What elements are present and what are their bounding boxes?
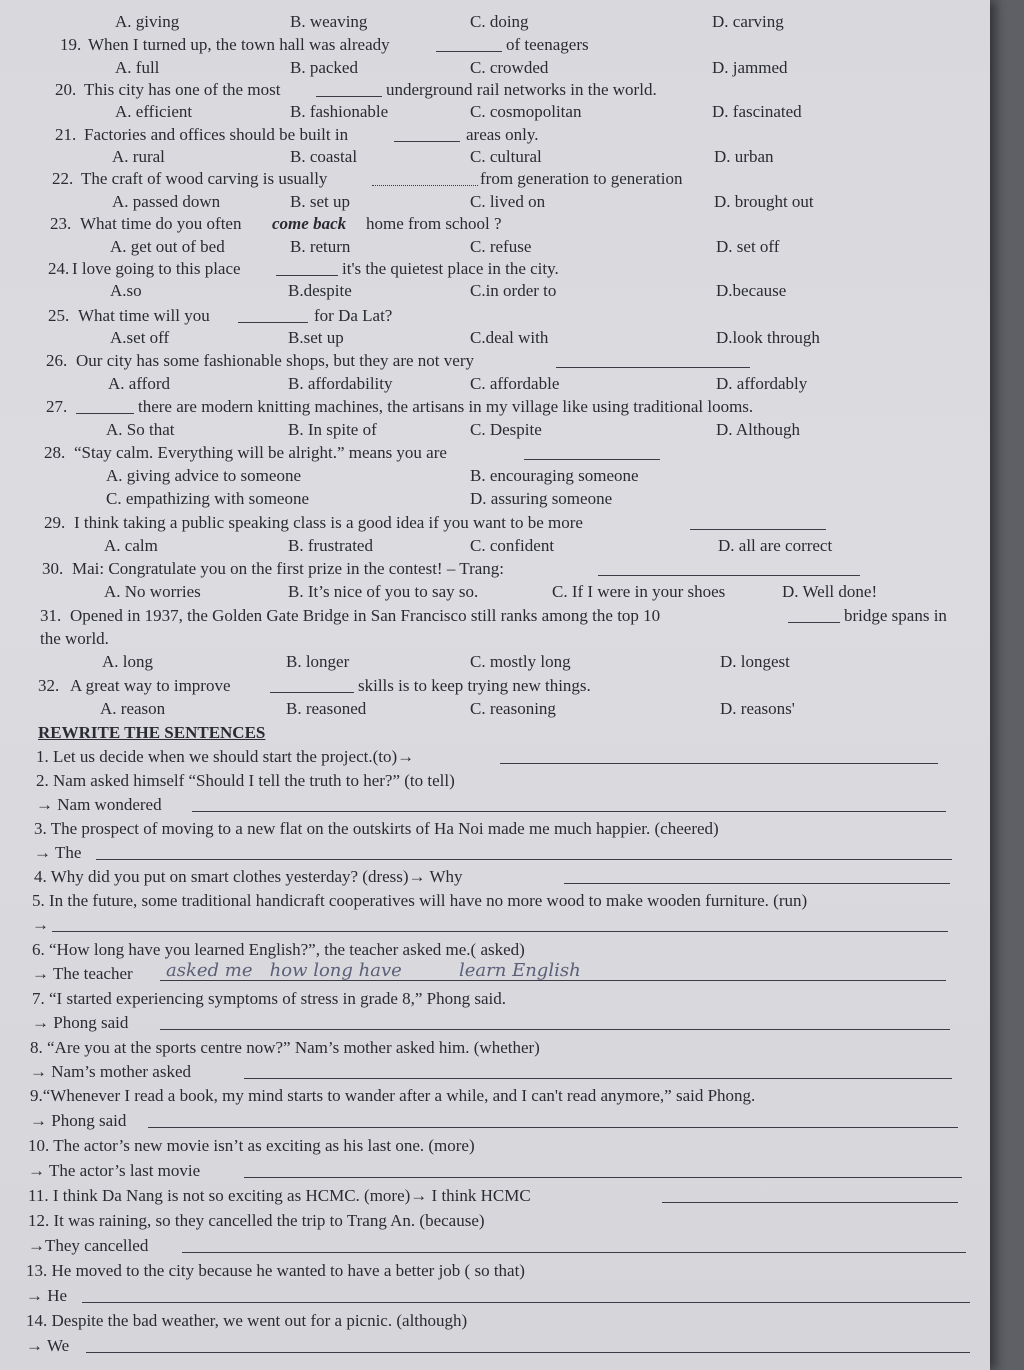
- option-a: A. No worries: [104, 582, 201, 601]
- question-text-cont: the world.: [40, 629, 109, 648]
- answer-blank[interactable]: [316, 96, 382, 97]
- question-28-options-cd: [0, 487, 990, 510]
- option-d: D.look through: [716, 328, 820, 347]
- option-b: B. frustrated: [288, 536, 373, 555]
- option-d: D. carving: [712, 12, 784, 31]
- question-29-options: [0, 534, 990, 557]
- rewrite-prompt: 12. It was raining, so they cancelled the trip to Trang An. (because): [28, 1211, 485, 1230]
- option-c: C. If I were in your shoes: [552, 582, 726, 601]
- option-d: D. Well done!: [782, 582, 878, 601]
- question-19-options: [0, 56, 990, 79]
- rewrite-prompt: 2. Nam asked himself “Should I tell the truth to her?” (to tell): [36, 771, 455, 790]
- rewrite-item-13: [0, 1259, 990, 1282]
- rewrite-answer-12: [0, 1234, 990, 1257]
- option-c: C.deal with: [470, 328, 549, 347]
- question-number: 24.: [48, 259, 70, 278]
- answer-prefix: → Phong said: [30, 1111, 127, 1130]
- answer-prefix: → The actor’s last movie: [28, 1161, 201, 1180]
- option-a: A. giving: [115, 12, 180, 31]
- rewrite-item-8: [0, 1036, 990, 1059]
- question-text: What time will you: [78, 306, 210, 325]
- option-c: C.in order to: [470, 281, 557, 300]
- option-a: A. So that: [106, 420, 175, 439]
- rewrite-prompt: 14. Despite the bad weather, we went out for a picnic. (although): [26, 1311, 468, 1330]
- question-number: 25.: [48, 306, 70, 325]
- question-text: When I turned up, the town hall was already: [88, 35, 390, 54]
- question-20-options: [0, 100, 990, 123]
- answer-line[interactable]: [96, 859, 952, 860]
- answer-line[interactable]: [564, 883, 950, 884]
- question-number: 30.: [42, 559, 64, 578]
- question-text-after: from generation to generation: [480, 169, 683, 188]
- question-text: This city has one of the most: [84, 80, 281, 99]
- answer-line[interactable]: [244, 1177, 962, 1178]
- rewrite-prompt: 8. “Are you at the sports centre now?” Nam’s mother asked him. (whether): [30, 1038, 540, 1057]
- question-28-stem: [0, 441, 990, 464]
- answer-line[interactable]: [52, 931, 948, 932]
- question-32-stem: [0, 674, 990, 697]
- option-c: C. reasoning: [470, 699, 556, 718]
- rewrite-item-1: [0, 745, 990, 768]
- rewrite-prompt: 7. “I started experiencing symptoms of stress in grade 8,” Phong said.: [32, 989, 507, 1008]
- option-c: C. lived on: [470, 192, 546, 211]
- rewrite-prompt: 4. Why did you put on smart clothes yesterday? (dress)→ Why: [34, 867, 463, 886]
- option-b: B. It’s nice of you to say so.: [288, 582, 479, 601]
- answer-line[interactable]: [148, 1127, 958, 1128]
- question-emphasis: come back: [272, 214, 347, 233]
- question-30-stem: [0, 557, 990, 580]
- rewrite-item-11: [0, 1184, 990, 1207]
- question-32-options: [0, 697, 990, 720]
- answer-blank[interactable]: [436, 51, 502, 52]
- option-d: D. assuring someone: [470, 489, 613, 508]
- question-23-stem: [0, 212, 990, 235]
- question-text: Our city has some fashionable shops, but they are not very: [76, 351, 474, 370]
- question-number: 19.: [60, 35, 82, 54]
- rewrite-answer-6: [0, 962, 990, 985]
- option-c: C. empathizing with someone: [106, 489, 310, 508]
- option-a: A. reason: [100, 699, 166, 718]
- answer-blank[interactable]: [690, 529, 826, 530]
- question-28-options-ab: [0, 464, 990, 487]
- question-text: A great way to improve: [70, 676, 231, 695]
- option-d: D. affordably: [716, 374, 808, 393]
- question-31-stem-cont: [0, 627, 990, 650]
- rewrite-prompt: 1. Let us decide when we should start the project.(to)→: [36, 747, 415, 766]
- question-text: “Stay calm. Everything will be alright.” means you are: [74, 443, 447, 462]
- rewrite-prompt: 5. In the future, some traditional handicraft cooperatives will have no more wood to make wooden furniture. (run): [32, 891, 808, 910]
- question-text-after: it's the quietest place in the city.: [342, 259, 559, 278]
- option-d: D. Although: [716, 420, 801, 439]
- rewrite-answer-3: [0, 841, 990, 864]
- option-c: C. cosmopolitan: [470, 102, 582, 121]
- option-b: B. encouraging someone: [470, 466, 639, 485]
- option-c: C. Despite: [470, 420, 542, 439]
- question-text-after: bridge spans in: [844, 606, 947, 625]
- rewrite-prompt: 3. The prospect of moving to a new flat on the outskirts of Ha Noi made me much happier. (cheered): [34, 819, 719, 838]
- question-text: Mai: Congratulate you on the first prize in the contest! – Trang:: [72, 559, 505, 578]
- question-26-options: [0, 372, 990, 395]
- option-b: B. packed: [290, 58, 358, 77]
- option-b: B. In spite of: [288, 420, 377, 439]
- option-b: B. fashionable: [290, 102, 389, 121]
- rewrite-answer-14: [0, 1334, 990, 1357]
- option-b: B. weaving: [290, 12, 368, 31]
- rewrite-item-7: [0, 987, 990, 1010]
- option-d: D.because: [716, 281, 787, 300]
- rewrite-section: [0, 721, 990, 744]
- rewrite-answer-8: [0, 1060, 990, 1083]
- option-d: D. longest: [720, 652, 790, 671]
- option-a: A. long: [102, 652, 153, 671]
- question-25-stem: [0, 304, 990, 327]
- question-25-options: [0, 326, 990, 349]
- rewrite-prompt: 13. He moved to the city because he wanted to have a better job ( so that): [26, 1261, 525, 1280]
- option-c: C. mostly long: [470, 652, 571, 671]
- answer-prefix: →They cancelled: [28, 1236, 149, 1255]
- answer-line[interactable]: [662, 1202, 958, 1203]
- option-a: A.set off: [110, 328, 170, 347]
- option-a: A. afford: [108, 374, 170, 393]
- rewrite-item-3: [0, 817, 990, 840]
- answer-line[interactable]: [82, 1302, 970, 1303]
- question-number: 31.: [40, 606, 62, 625]
- question-24-options: [0, 279, 990, 302]
- rewrite-item-4: [0, 865, 990, 888]
- answer-prefix: →: [32, 915, 49, 934]
- question-text-after: underground rail networks in the world.: [386, 80, 657, 99]
- answer-blank[interactable]: [276, 275, 338, 276]
- option-d: D. all are correct: [718, 536, 833, 555]
- question-number: 22.: [52, 169, 74, 188]
- question-number: 20.: [55, 80, 77, 99]
- rewrite-item-9: [0, 1084, 990, 1107]
- option-c: C. refuse: [470, 237, 532, 256]
- answer-prefix: → The teacher: [32, 964, 133, 983]
- question-21-stem: [0, 123, 990, 146]
- option-b: B.set up: [288, 328, 344, 347]
- option-b: B. reasoned: [286, 699, 367, 718]
- question-23-options: [0, 235, 990, 258]
- question-22-stem: [0, 167, 990, 190]
- handwritten-answer: asked me how long have learn English: [166, 960, 581, 981]
- option-a: A. efficient: [115, 102, 193, 121]
- rewrite-prompt: 11. I think Da Nang is not so exciting as HCMC. (more)→ I think HCMC: [28, 1186, 531, 1205]
- question-text: Opened in 1937, the Golden Gate Bridge in San Francisco still ranks among the top 10: [70, 606, 661, 625]
- answer-line[interactable]: [160, 1029, 950, 1030]
- option-c: C. confident: [470, 536, 555, 555]
- question-18-options: [0, 10, 990, 33]
- answer-blank[interactable]: [598, 575, 860, 576]
- answer-line[interactable]: [500, 763, 938, 764]
- option-a: A. passed down: [112, 192, 221, 211]
- rewrite-prompt: 9.“Whenever I read a book, my mind starts to wander after a while, and I can't read anymore,” said Phong.: [30, 1086, 756, 1105]
- section-heading: REWRITE THE SENTENCES: [38, 723, 266, 742]
- option-a: A. calm: [104, 536, 158, 555]
- question-text-after: of teenagers: [506, 35, 589, 54]
- question-21-options: [0, 145, 990, 168]
- answer-blank[interactable]: [394, 141, 460, 142]
- option-b: B. return: [290, 237, 351, 256]
- question-29-stem: [0, 511, 990, 534]
- rewrite-prompt: 6. “How long have you learned English?”, the teacher asked me.( asked): [32, 940, 525, 959]
- question-text: What time do you often: [80, 214, 242, 233]
- option-d: D. jammed: [712, 58, 788, 77]
- question-number: 27.: [46, 397, 68, 416]
- rewrite-item-2: [0, 769, 990, 792]
- answer-prefix: → Phong said: [32, 1013, 129, 1032]
- option-d: D. reasons': [720, 699, 795, 718]
- question-text-after: areas only.: [466, 125, 539, 144]
- option-b: B. affordability: [288, 374, 393, 393]
- question-30-options: [0, 580, 990, 603]
- question-text: The craft of wood carving is usually: [81, 169, 328, 188]
- rewrite-item-10: [0, 1134, 990, 1157]
- question-number: 26.: [46, 351, 68, 370]
- option-c: C. affordable: [470, 374, 560, 393]
- question-22-options: [0, 190, 990, 213]
- rewrite-answer-2: [0, 793, 990, 816]
- option-a: A. giving advice to someone: [106, 466, 301, 485]
- answer-blank[interactable]: [556, 367, 750, 368]
- rewrite-answer-10: [0, 1159, 990, 1182]
- option-a: A.so: [110, 281, 142, 300]
- option-a: A. rural: [112, 147, 165, 166]
- answer-blank[interactable]: [372, 185, 478, 186]
- answer-blank[interactable]: [238, 322, 308, 323]
- answer-blank[interactable]: [524, 459, 660, 460]
- option-c: C. doing: [470, 12, 529, 31]
- rewrite-answer-7: [0, 1011, 990, 1034]
- question-27-options: [0, 418, 990, 441]
- question-26-stem: [0, 349, 990, 372]
- option-c: C. cultural: [470, 147, 542, 166]
- rewrite-item-5: [0, 889, 990, 912]
- option-d: D. brought out: [714, 192, 814, 211]
- answer-line[interactable]: [86, 1352, 970, 1353]
- answer-blank[interactable]: [76, 413, 134, 414]
- option-d: D. set off: [716, 237, 780, 256]
- answer-blank[interactable]: [270, 692, 354, 693]
- option-b: B.despite: [288, 281, 352, 300]
- rewrite-answer-5: [0, 913, 990, 936]
- answer-blank[interactable]: [788, 622, 840, 623]
- question-number: 23.: [50, 214, 72, 233]
- rewrite-item-14: [0, 1309, 990, 1332]
- rewrite-prompt: 10. The actor’s new movie isn’t as exciting as his last one. (more): [28, 1136, 475, 1155]
- answer-prefix: → The: [34, 843, 82, 862]
- rewrite-item-6: [0, 938, 990, 961]
- question-text-after: skills is to keep trying new things.: [358, 676, 591, 695]
- rewrite-answer-9: [0, 1109, 990, 1132]
- option-c: C. crowded: [470, 58, 549, 77]
- option-b: B. coastal: [290, 147, 358, 166]
- question-number: 29.: [44, 513, 66, 532]
- option-b: B. longer: [286, 652, 350, 671]
- question-text: I love going to this place: [72, 259, 241, 278]
- answer-prefix: → We: [26, 1336, 70, 1355]
- option-d: D. fascinated: [712, 102, 802, 121]
- question-text-after: there are modern knitting machines, the artisans in my village like using traditional looms.: [138, 397, 754, 416]
- question-text: I think taking a public speaking class is a good idea if you want to be more: [74, 513, 583, 532]
- question-number: 21.: [55, 125, 77, 144]
- question-20-stem: [0, 78, 990, 101]
- option-a: A. full: [115, 58, 160, 77]
- option-b: B. set up: [290, 192, 350, 211]
- rewrite-answer-13: [0, 1284, 990, 1307]
- question-text-after: home from school ?: [366, 214, 502, 233]
- question-27-stem: [0, 395, 990, 418]
- question-31-stem: [0, 604, 990, 627]
- answer-prefix: → Nam’s mother asked: [30, 1062, 191, 1081]
- question-19-stem: [0, 33, 990, 56]
- question-number: 28.: [44, 443, 66, 462]
- answer-line[interactable]: [182, 1252, 966, 1253]
- question-text: Factories and offices should be built in: [84, 125, 349, 144]
- answer-prefix: → He: [26, 1286, 68, 1305]
- option-d: D. urban: [714, 147, 774, 166]
- question-text-after: for Da Lat?: [314, 306, 393, 325]
- rewrite-item-12: [0, 1209, 990, 1232]
- option-a: A. get out of bed: [110, 237, 225, 256]
- question-24-stem: [0, 257, 990, 280]
- question-number: 32.: [38, 676, 60, 695]
- answer-line[interactable]: [244, 1078, 952, 1079]
- answer-prefix: → Nam wondered: [36, 795, 162, 814]
- question-31-options: [0, 650, 990, 673]
- answer-line[interactable]: [192, 811, 946, 812]
